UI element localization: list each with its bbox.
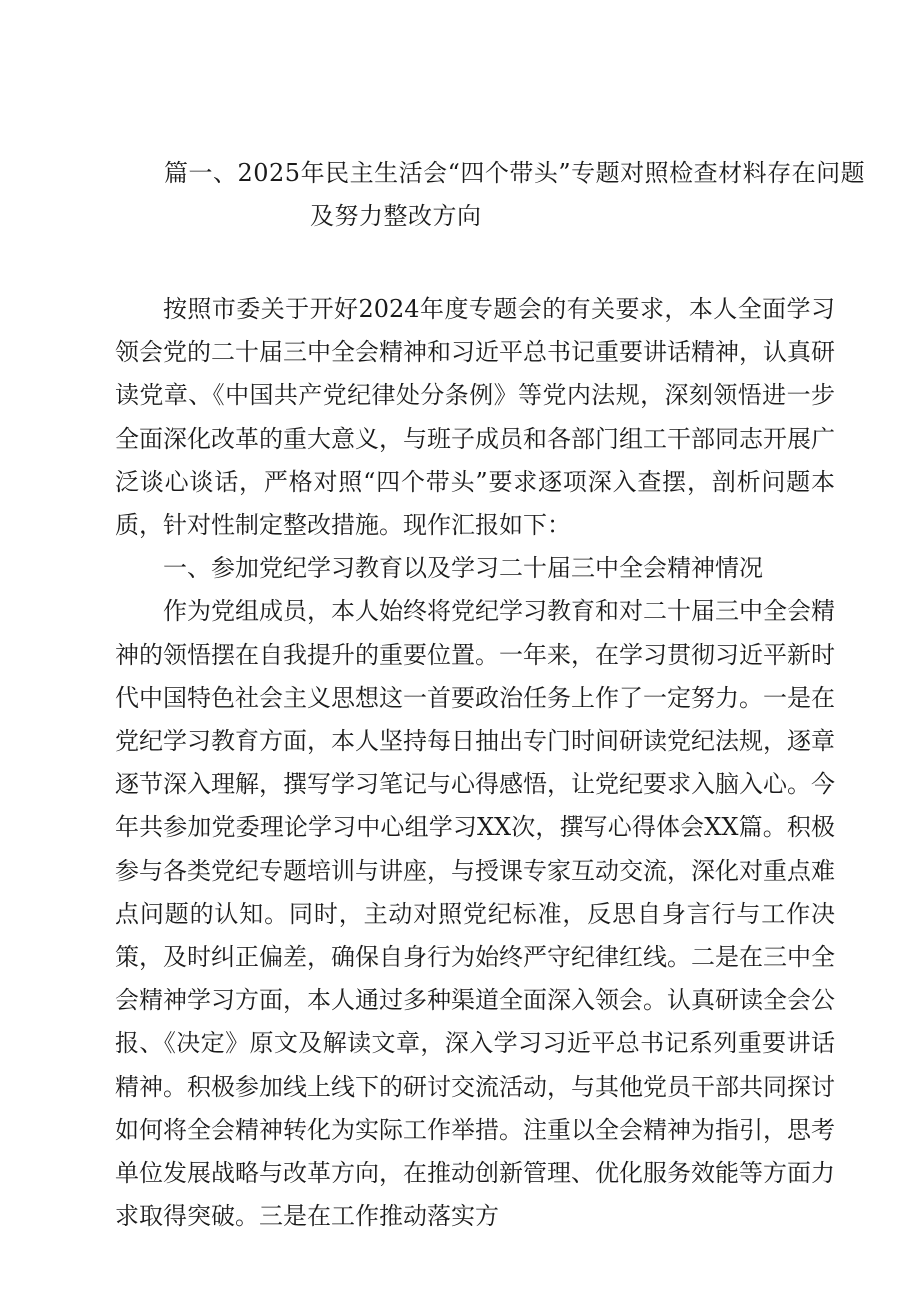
intro-paragraph: 按照市委关于开好2024年度专题会的有关要求，本人全面学习领会党的二十届三中全会精神和习近平总书记重要讲话精神，认真研读党章、《中国共产党纪律处分条例》等党内法规，深刻领悟进一步全面深化改革的重大意义，与班子成员和各部门组工干部同志开展广泛谈心谈话，严格对照“四个带头”要求逐项深入查摆，剖析问题本质，针对性制定整改措施。现作汇报如下： [115,295,835,540]
section-heading-1: 一、参加党纪学习教育以及学习二十届三中全会精神情况 [163,554,763,583]
section-1-paragraph: 作为党组成员，本人始终将党纪学习教育和对二十届三中全会精神的领悟摆在自我提升的重要位置。一年来，在学习贯彻习近平新时代中国特色社会主义思想这一首要政治任务上作了一定努力。一是在党纪学习教育方面，本人坚持每日抽出专门时间研读党纪法规，逐章逐节深入理解，撰写学习笔记与心得感悟，让党纪要求入脑入心。今年共参加党委理论学习中心组学习XX次，撰写心得体会XX篇。积极参与各类党纪专题培训与讲座，与授课专家互动交流，深化对重点难点问题的认知。同时，主动对照党纪标准，反思自身言行与工作决策，及时纠正偏差，确保自身行为始终严守纪律红线。二是在三中全会精神学习方面，本人通过多种渠道全面深入领会。认真研读全会公报、《决定》原文及解读文章，深入学习习近平总书记系列重要讲话精神。积极参加线上线下的研讨交流活动，与其他党员干部共同探讨如何将全会精神转化为实际工作举措。注重以全会精神为指引，思考单位发展战略与改革方向，在推动创新管理、优化服务效能等方面力求取得突破。三是在工作推动落实方 [115,597,835,1231]
document-title [120,152,866,238]
document-body [115,288,835,1238]
title-line-1: 篇一、2025年民主生活会“四个带头”专题对照检查材料存在问题 [164,159,866,187]
title-line-2: 及努力整改方向 [310,202,482,230]
